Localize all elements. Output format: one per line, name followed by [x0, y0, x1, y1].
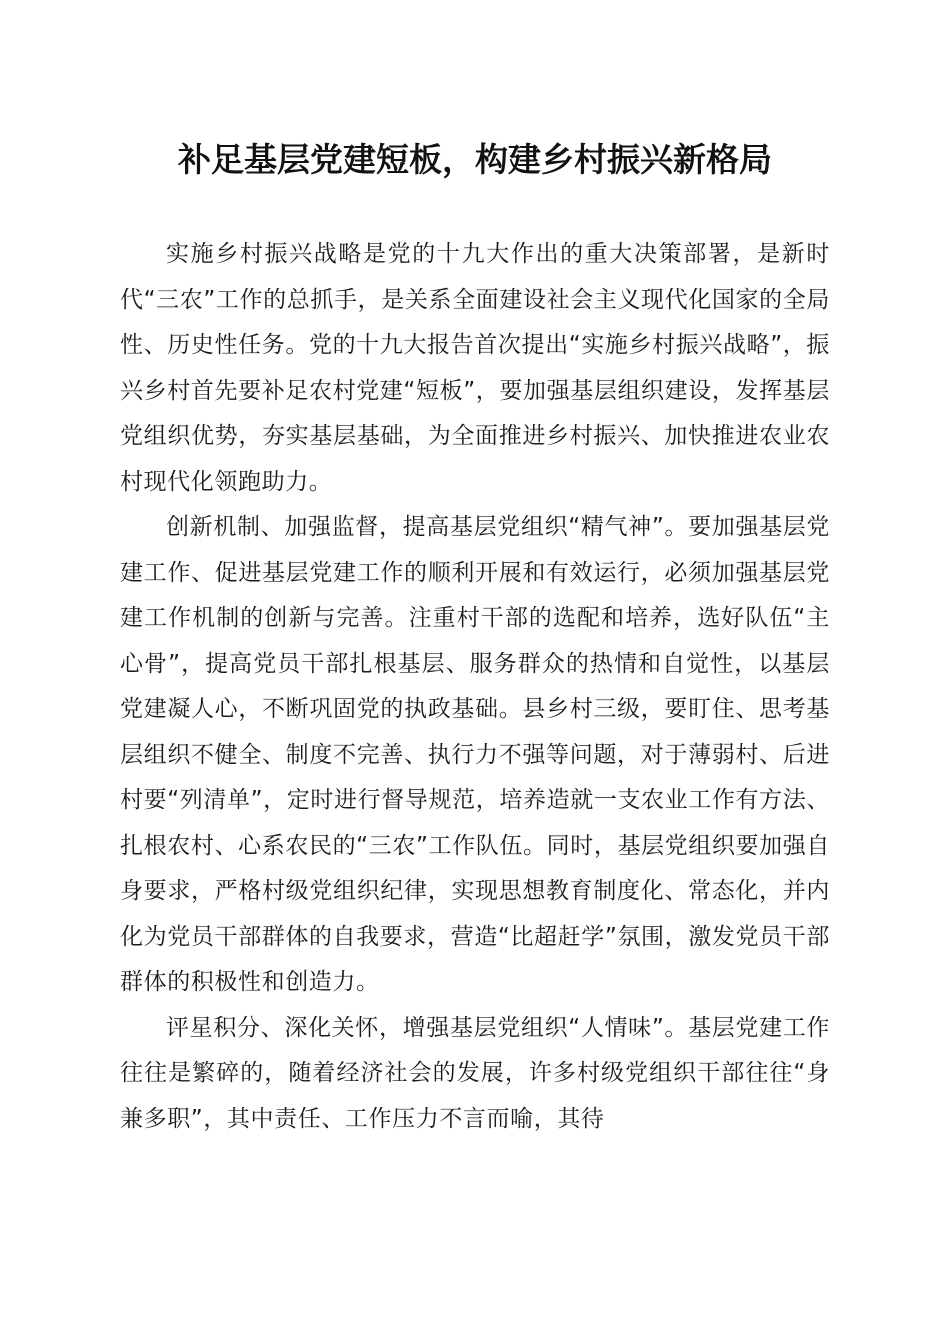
paragraph-2: 创新机制、加强监督，提高基层党组织“精气神”。要加强基层党建工作、促进基层党建工作的顺利开展和有效运行，必须加强基层党建工作机制的创新与完善。注重村干部的选配和培养，选好队伍“主心骨”，提高党员干部扎根基层、服务群众的热情和自觉性，以基层党建凝人心，不断巩固党的执政基础。县乡村三级，要盯住、思考基层组织不健全、制度不完善、执行力不强等问题，对于薄弱村、后进村要“列清单”，定时进行督导规范，培养造就一支农业工作有方法、扎根农村、心系农民的“三农”工作队伍。同时，基层党组织要加强自身要求，严格村级党组织纪律，实现思想教育制度化、常态化，并内化为党员干部群体的自我要求，营造“比超赶学”氛围，激发党员干部群体的积极性和创造力。 — [120, 514, 830, 995]
paragraph-1: 实施乡村振兴战略是党的十九大作出的重大决策部署，是新时代“三农”工作的总抓手，是关系全面建设社会主义现代化国家的全局性、历史性任务。党的十九大报告首次提出“实施乡村振兴战略”，振兴乡村首先要补足农村党建“短板”，要加强基层组织建设，发挥基层党组织优势，夯实基层基础，为全面推进乡村振兴、加快推进农业农村现代化领跑助力。 — [120, 241, 830, 495]
paragraph-3: 评星积分、深化关怀，增强基层党组织“人情味”。基层党建工作往往是繁碎的，随着经济社会的发展，许多村级党组织干部往往“身兼多职”，其中责任、工作压力不言而喻，其待 — [120, 1014, 830, 1132]
document-body — [120, 232, 830, 1142]
document-title: 补足基层党建短板，构建乡村振兴新格局 — [178, 140, 772, 179]
